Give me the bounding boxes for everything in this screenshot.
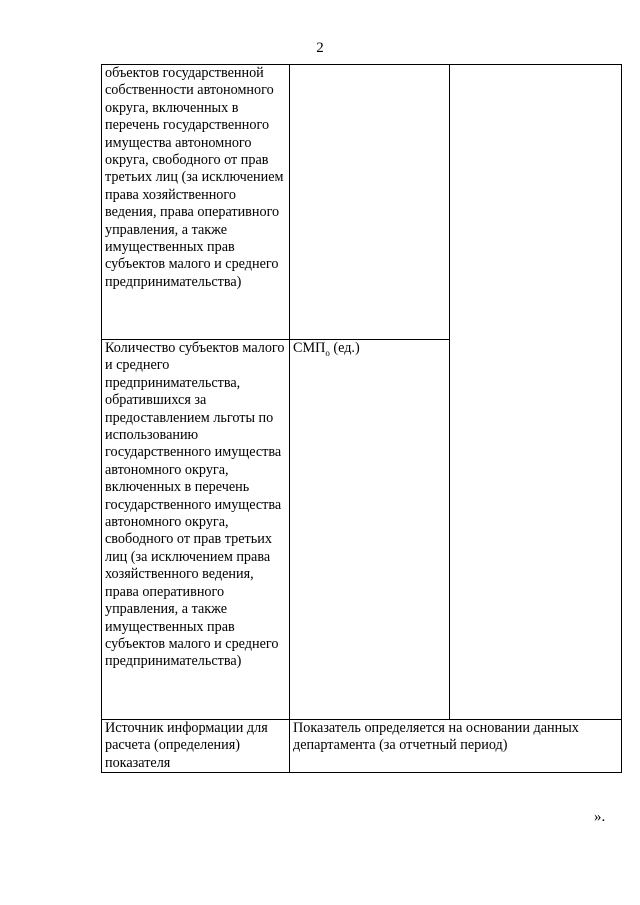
- table-row: [102, 65, 622, 340]
- table-cell: [102, 720, 290, 773]
- cell-text: Показатель определяется на основании данных департамента (за отчетный период): [293, 720, 579, 754]
- page-number: 2: [316, 40, 324, 56]
- table-cell: [450, 65, 622, 720]
- cell-text: Количество субъектов малого и среднего предпринимательства, обратившихся за предоставлением льготы по использованию государственного имущества автономного округа, включенных в перечень государственного имущества автономного округа, свободного от прав третьих лиц (за исключением права хозяйственного ведения, права оперативного управления, а также имущественных прав субъектов малого и среднего предпринимательства): [105, 340, 285, 670]
- indicator-table: [101, 64, 622, 773]
- table-cell: [290, 720, 622, 773]
- cell-text: объектов государственной собственности автономного округа, включенных в перечень государственного имущества автономного округа, свободного от прав третьих лиц (за исключением права хозяйственного ведения, права оперативного управления, а также имущественных прав субъектов малого и среднего предпринимательства): [105, 65, 284, 290]
- indicator-symbol: $СМП_о$ (ед.): [293, 340, 360, 358]
- table-cell: [102, 340, 290, 720]
- table-cell: [102, 65, 290, 340]
- closing-quote: ».: [594, 809, 606, 825]
- table-cell: [290, 340, 450, 720]
- table-row: [102, 720, 622, 773]
- table-cell: [290, 65, 450, 340]
- cell-text: Источник информации для расчета (определения) показателя: [105, 720, 268, 771]
